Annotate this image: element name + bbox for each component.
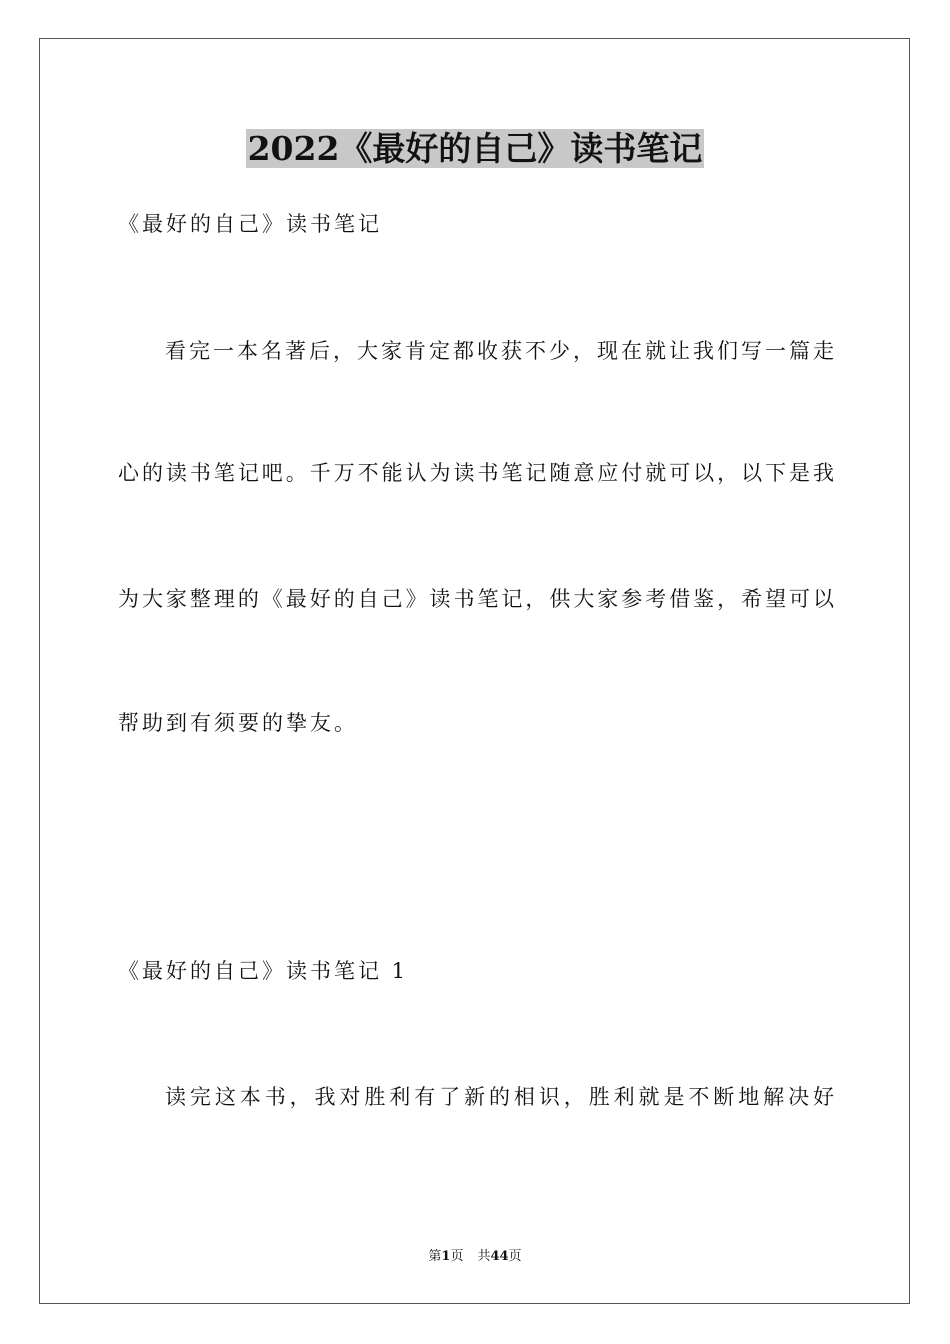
intro-line-4: 帮助到有须要的挚友。 bbox=[118, 711, 358, 735]
footer-total-pages: 44 bbox=[490, 1249, 509, 1264]
footer-page-number: 1 bbox=[441, 1249, 451, 1264]
footer-page-prefix: 第 bbox=[428, 1249, 442, 1264]
intro-line-2: 心的读书笔记吧。千万不能认为读书笔记随意应付就可以，以下是我 bbox=[118, 461, 834, 485]
footer-total-suffix: 页 bbox=[508, 1249, 522, 1264]
section-heading: 《最好的自己》读书笔记 1 bbox=[118, 959, 409, 983]
document-subtitle: 《最好的自己》读书笔记 bbox=[118, 212, 382, 236]
intro-line-1: 看完一本名著后，大家肯定都收获不少，现在就让我们写一篇走 bbox=[165, 339, 834, 363]
page-footer bbox=[0, 1248, 950, 1266]
document-title bbox=[0, 126, 950, 172]
section-first-line: 读完这本书，我对胜利有了新的相识，胜利就是不断地解决好 bbox=[165, 1085, 834, 1109]
footer-page-suffix: 页 bbox=[450, 1249, 464, 1264]
document-title-text: 2022《最好的自己》读书笔记 bbox=[247, 129, 703, 168]
intro-line-3: 为大家整理的《最好的自己》读书笔记，供大家参考借鉴，希望可以 bbox=[118, 587, 834, 611]
footer-total-prefix: 共 bbox=[477, 1249, 491, 1264]
